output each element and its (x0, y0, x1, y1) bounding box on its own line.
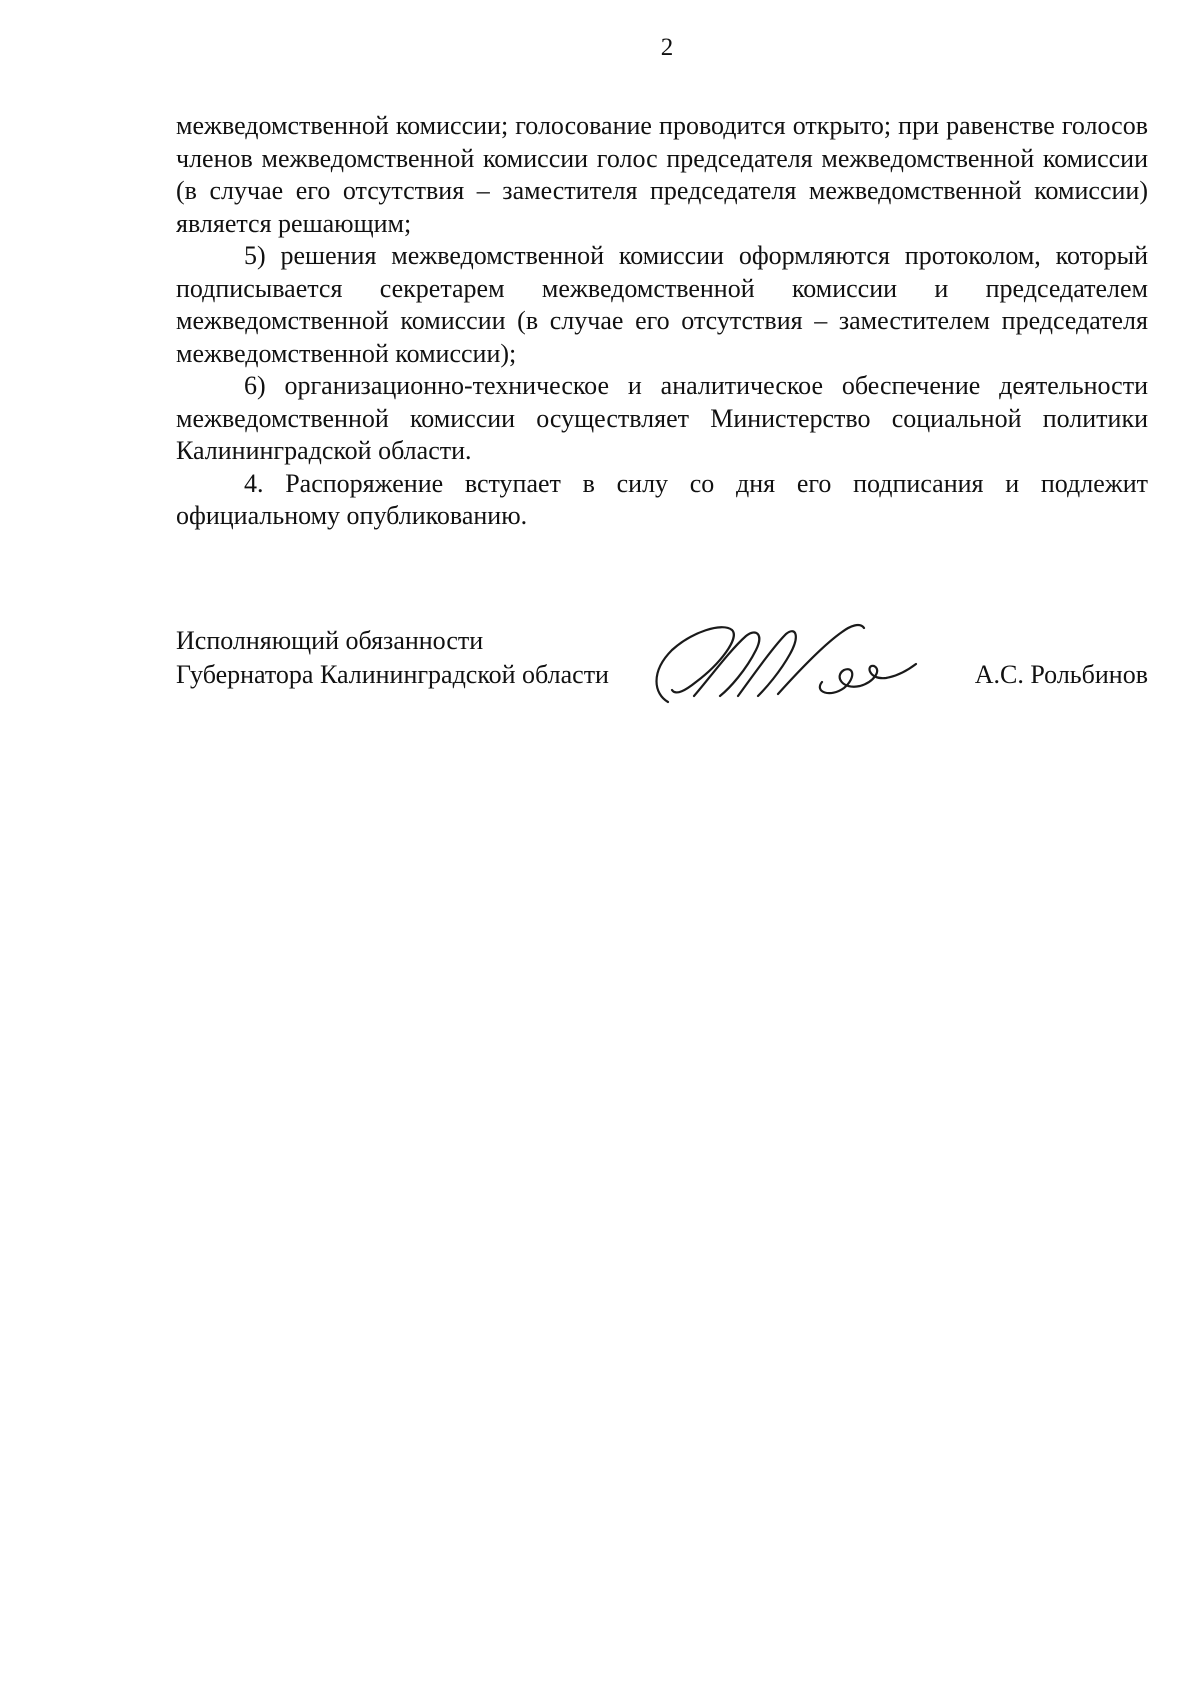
paragraph: 6) организационно-техническое и аналитическое обеспечение деятельности межведомственной комиссии осуществляет Министерство социальной политики Калининградской области. (176, 371, 1148, 465)
signatory-position-line2: Губернатора Калининградской области (176, 660, 609, 689)
signature-block (176, 624, 1148, 692)
paragraph: 5) решения межведомственной комиссии оформляются протоколом, который подписывается секретарем межведомственной комиссии и председателем межведомственной комиссии (в случае его отсутствия – заместителем председателя межведомственной комиссии); (176, 241, 1148, 368)
signatory-name: А.С. Рольбинов (974, 660, 1148, 689)
paragraph: межведомственной комиссии; голосование проводится открыто; при равенстве голосов членов межведомственной комиссии голос председателя межведомственной комиссии (в случае его отсутствия – заместителя председателя межведомственной комиссии) является решающим; (176, 111, 1148, 238)
document-body (176, 110, 1148, 533)
page-number: 2 (660, 34, 674, 61)
handwritten-signature (646, 610, 926, 710)
signatory-position-line1: Исполняющий обязанности (176, 626, 484, 655)
paragraph: 4. Распоряжение вступает в силу со дня его подписания и подлежит официальному опубликованию. (176, 468, 1148, 530)
